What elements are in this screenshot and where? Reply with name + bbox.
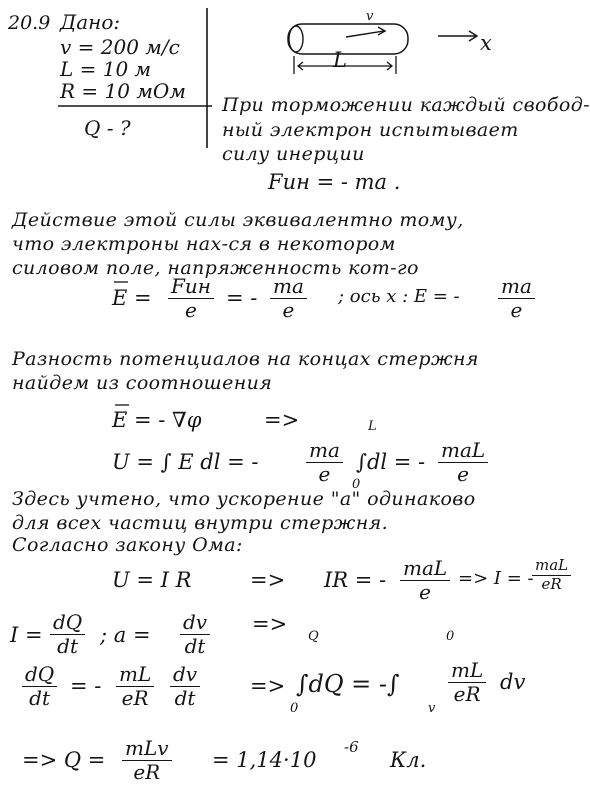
formula-I-frac <box>532 558 571 593</box>
formula-U-integral2: ∫dl = - <box>356 450 426 474</box>
formula-U-frac1-den: e <box>318 462 331 486</box>
formula-E-frac3 <box>498 276 535 321</box>
formula-int-v-lower: v <box>428 701 436 716</box>
formula-final-frac <box>122 738 172 783</box>
length-arrow-right <box>387 62 392 70</box>
formula-final-unit: Кл. <box>390 748 427 772</box>
formula-final-den: eR <box>133 760 161 784</box>
formula-mL-frac <box>116 664 154 709</box>
formula-dvdt-frac <box>170 664 200 709</box>
given-length: L = 10 м <box>60 57 152 81</box>
text-p3-line1: Разность потенциалов на концах стержня <box>12 348 479 370</box>
formula-IR-frac <box>400 558 450 603</box>
formula-arrow-2: => <box>250 568 286 592</box>
formula-arrow-4: => <box>250 674 286 698</box>
formula-E-frac1-num: Fин <box>171 274 211 298</box>
text-p4-line1: Здесь учтено, что ускорение "a" одинаково <box>12 488 476 510</box>
find-quantity: Q - ? <box>84 116 131 140</box>
formula-I-frac-num: maL <box>535 556 569 574</box>
formula-I-frac-den: eR <box>541 574 562 593</box>
formula-a-def-frac <box>180 612 210 657</box>
formula-int-q-upper: Q <box>308 629 319 644</box>
formula-inertia-force: Fин = - ma . <box>268 170 401 194</box>
formula-dQdt-frac <box>22 664 57 709</box>
text-p2-line2: что электроны нах-ся в некотором <box>12 233 396 255</box>
formula-ohm: U = I R <box>112 568 192 592</box>
formula-E-frac3-den: e <box>510 298 523 322</box>
formula-final-exponent: -6 <box>344 738 359 756</box>
formula-a-def: ; a = <box>100 623 151 647</box>
formula-dQ-eq: = - <box>70 674 102 698</box>
formula-IR-frac-num: maL <box>403 556 448 580</box>
formula-E-frac2-num: ma <box>273 274 304 298</box>
formula-I-def-frac <box>50 612 85 657</box>
formula-U-integral: U = ∫ E dl = - <box>112 450 259 474</box>
figure-length-label: L <box>333 48 347 72</box>
problem-number: 20.9 <box>8 12 51 34</box>
given-resistance: R = 10 мОм <box>60 79 186 103</box>
formula-E-axis: ; ось x : E = - <box>338 286 460 307</box>
formula-E-frac2-den: e <box>282 298 295 322</box>
formula-E-frac1 <box>168 276 214 321</box>
length-arrow-left <box>298 62 303 70</box>
formula-int-frac-num: mL <box>451 658 484 682</box>
given-title: Дано: <box>60 10 121 34</box>
formula-arrow-1: => <box>264 408 300 432</box>
formula-I-def-den: dt <box>57 634 79 658</box>
text-p3-line2: найдем из соотношения <box>12 372 273 394</box>
formula-E-frac3-num: ma <box>501 274 532 298</box>
formula-mL-num: mL <box>119 662 152 686</box>
formula-final-value: = 1,14·10 <box>212 748 317 772</box>
velocity-arrowhead <box>378 27 385 35</box>
formula-U-frac2-den: e <box>457 462 469 486</box>
formula-dvdt-num: dv <box>173 662 198 686</box>
figure-axis-label: x <box>480 31 492 55</box>
formula-U-lower-limit: 0 <box>352 477 361 492</box>
formula-IR-frac-den: e <box>419 580 431 604</box>
formula-E-frac2 <box>270 276 307 321</box>
text-p1-line3: силу инерции <box>222 143 365 165</box>
formula-int-q-lower: 0 <box>290 701 299 716</box>
formula-dQdt-num: dQ <box>25 662 55 686</box>
text-p1-line1: При торможении каждый свобод- <box>222 94 590 116</box>
formula-U-frac2 <box>438 440 488 485</box>
formula-int-left: ∫dQ = -∫ <box>296 670 400 698</box>
formula-a-def-num: dv <box>183 610 208 634</box>
formula-int-frac <box>448 660 486 705</box>
velocity-vector <box>346 31 384 37</box>
formula-int-frac-den: eR <box>453 682 481 706</box>
formula-final-num: mLv <box>125 736 169 760</box>
formula-gradient: E = - ∇φ <box>112 408 202 432</box>
formula-int-v-upper: 0 <box>446 629 455 644</box>
text-p1-line2: ный электрон испытывает <box>222 119 519 141</box>
text-p4-line3: Согласно закону Ома: <box>12 534 243 556</box>
formula-U-frac1-num: ma <box>309 438 340 462</box>
text-p2-line3: силовом поле, напряженность кот-го <box>12 257 419 279</box>
text-p4-line2: для всех частиц внутри стержня. <box>12 512 389 534</box>
formula-IR: IR = - <box>324 568 387 592</box>
formula-E-lhs: E = <box>112 286 152 310</box>
formula-mL-den: eR <box>121 686 149 710</box>
formula-dvdt-den: dt <box>174 686 196 710</box>
rod-end-ellipse <box>289 26 303 52</box>
formula-E-frac1-den: e <box>185 298 197 322</box>
formula-I-result: => I = - <box>458 568 534 589</box>
formula-U-frac2-num: maL <box>441 438 486 462</box>
formula-I-def-num: dQ <box>53 610 83 634</box>
formula-arrow-3: => <box>252 612 288 636</box>
given-velocity: v = 200 м/с <box>60 35 180 59</box>
text-p2-line1: Действие этой силы эквивалентно тому, <box>12 209 464 231</box>
formula-int-dv: dv <box>500 670 526 694</box>
formula-I-def: I = <box>10 623 43 647</box>
x-axis-arrowhead <box>469 31 477 41</box>
figure-velocity-label: v <box>366 9 374 24</box>
formula-a-def-den: dt <box>184 634 206 658</box>
formula-U-frac1 <box>306 440 343 485</box>
formula-final-prefix: => Q = <box>22 748 106 772</box>
rod-outline <box>288 24 408 54</box>
formula-dQdt-den: dt <box>29 686 51 710</box>
formula-U-upper-limit: L <box>368 419 377 434</box>
formula-E-mid: = - <box>226 286 258 310</box>
